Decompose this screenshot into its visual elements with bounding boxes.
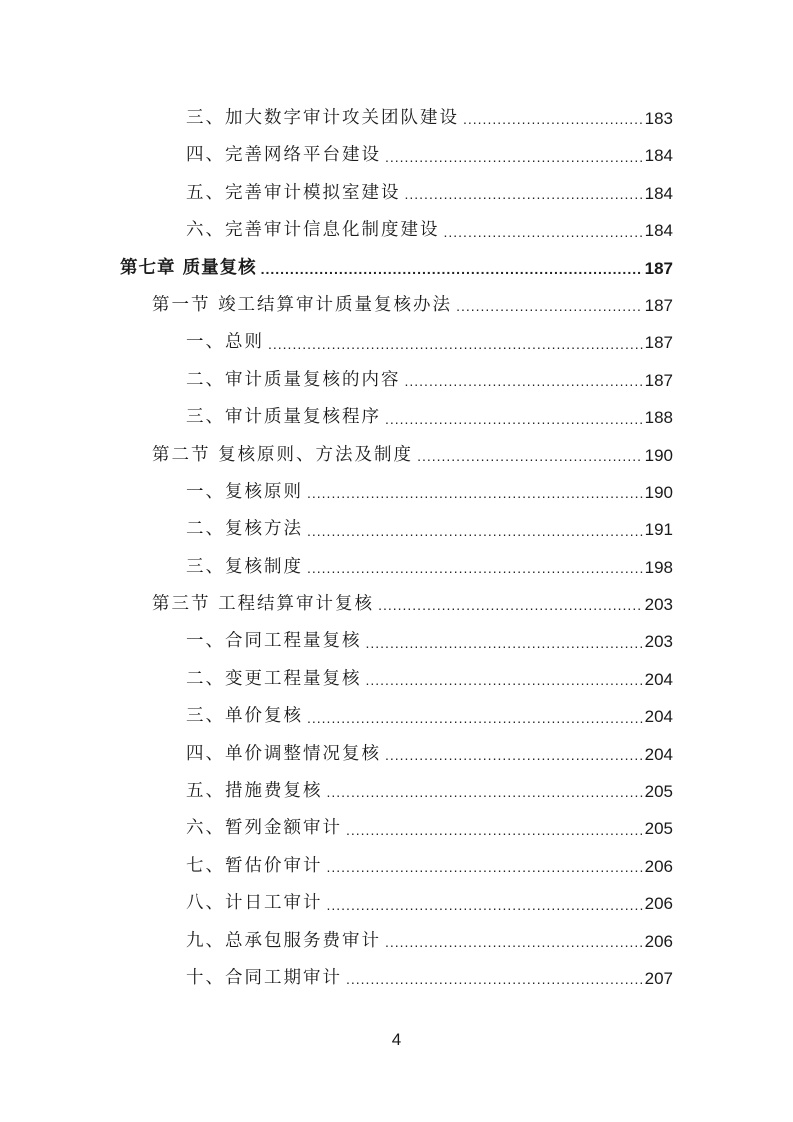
toc-entry-title: 九、总承包服务费审计 bbox=[186, 930, 381, 951]
toc-leader-dots bbox=[307, 516, 643, 546]
toc-entry-page: 187 bbox=[644, 333, 673, 353]
toc-entry[interactable] bbox=[0, 399, 793, 436]
toc-section-title: 第一节 竣工结算审计质量复核办法 bbox=[152, 294, 453, 315]
toc-leader-dots bbox=[366, 665, 643, 695]
toc-leader-dots bbox=[307, 478, 643, 508]
toc-entry-page: 206 bbox=[644, 856, 673, 876]
toc-entry-page: 184 bbox=[644, 183, 673, 203]
toc-entry-title: 一、复核原则 bbox=[186, 481, 303, 502]
toc-section-entry[interactable] bbox=[0, 437, 793, 474]
toc-section-entry[interactable] bbox=[0, 287, 793, 324]
toc-leader-dots bbox=[327, 890, 643, 920]
toc-entry[interactable] bbox=[0, 175, 793, 212]
toc-entry-title: 三、审计质量复核程序 bbox=[186, 407, 381, 428]
toc-entry[interactable] bbox=[0, 212, 793, 249]
toc-leader-dots bbox=[444, 217, 643, 247]
toc-entry[interactable] bbox=[0, 885, 793, 922]
toc-section-page: 190 bbox=[644, 445, 673, 465]
toc-entry-title: 三、加大数字审计攻关团队建设 bbox=[186, 107, 459, 128]
toc-entry-title: 五、完善审计模拟室建设 bbox=[186, 182, 401, 203]
toc-leader-dots bbox=[385, 927, 643, 957]
toc-leader-dots bbox=[307, 703, 643, 733]
toc-leader-dots bbox=[405, 179, 643, 209]
toc-leader-dots bbox=[417, 441, 643, 471]
toc-entry-page: 188 bbox=[644, 408, 673, 428]
toc-entry-title: 四、完善网络平台建设 bbox=[186, 145, 381, 166]
toc-entry-page: 204 bbox=[644, 707, 673, 727]
toc-entry-page: 183 bbox=[644, 108, 673, 128]
toc-entry-page: 205 bbox=[644, 819, 673, 839]
toc-entry-title: 八、计日工审计 bbox=[186, 893, 323, 914]
toc-entry-title: 四、单价调整情况复核 bbox=[186, 743, 381, 764]
toc-chapter-page: 187 bbox=[644, 258, 673, 278]
toc-leader-dots bbox=[346, 964, 643, 994]
toc-leader-dots bbox=[327, 852, 643, 882]
table-of-contents bbox=[0, 100, 793, 997]
toc-entry[interactable] bbox=[0, 100, 793, 137]
toc-entry-title: 二、审计质量复核的内容 bbox=[186, 369, 401, 390]
toc-entry[interactable] bbox=[0, 923, 793, 960]
toc-chapter-title: 第七章 质量复核 bbox=[120, 257, 257, 278]
toc-entry-page: 207 bbox=[644, 968, 673, 988]
toc-entry-page: 190 bbox=[644, 482, 673, 502]
toc-entry-title: 三、复核制度 bbox=[186, 556, 303, 577]
toc-entry-title: 一、合同工程量复核 bbox=[186, 631, 362, 652]
toc-entry[interactable] bbox=[0, 736, 793, 773]
toc-entry[interactable] bbox=[0, 661, 793, 698]
toc-leader-dots bbox=[366, 628, 643, 658]
toc-section-title: 第二节 复核原则、方法及制度 bbox=[152, 444, 414, 465]
toc-entry-page: 187 bbox=[644, 370, 673, 390]
toc-entry-title: 五、措施费复核 bbox=[186, 781, 323, 802]
toc-leader-dots bbox=[346, 815, 643, 845]
toc-section-page: 203 bbox=[644, 595, 673, 615]
toc-section-entry[interactable] bbox=[0, 586, 793, 623]
toc-entry[interactable] bbox=[0, 362, 793, 399]
toc-leader-dots bbox=[463, 104, 643, 134]
toc-leader-dots bbox=[456, 291, 643, 321]
toc-entry-page: 184 bbox=[644, 221, 673, 241]
toc-entry-page: 204 bbox=[644, 744, 673, 764]
toc-entry-page: 204 bbox=[644, 669, 673, 689]
toc-entry[interactable] bbox=[0, 137, 793, 174]
toc-leader-dots bbox=[378, 590, 643, 620]
toc-entry-page: 206 bbox=[644, 931, 673, 951]
toc-leader-dots bbox=[385, 142, 643, 172]
toc-entry[interactable] bbox=[0, 511, 793, 548]
toc-entry[interactable] bbox=[0, 848, 793, 885]
toc-entry[interactable] bbox=[0, 698, 793, 735]
toc-leader-dots bbox=[268, 329, 643, 359]
toc-entry-title: 六、完善审计信息化制度建设 bbox=[186, 220, 440, 241]
toc-entry[interactable] bbox=[0, 810, 793, 847]
toc-leader-dots bbox=[405, 366, 643, 396]
toc-leader-dots bbox=[307, 553, 643, 583]
toc-entry-page: 203 bbox=[644, 632, 673, 652]
toc-entry-page: 191 bbox=[644, 520, 673, 540]
toc-entry-title: 十、合同工期审计 bbox=[186, 967, 342, 988]
toc-entry[interactable] bbox=[0, 623, 793, 660]
toc-entry[interactable] bbox=[0, 960, 793, 997]
toc-entry-page: 205 bbox=[644, 782, 673, 802]
toc-section-page: 187 bbox=[644, 295, 673, 315]
toc-entry[interactable] bbox=[0, 474, 793, 511]
toc-entry-title: 七、暂估价审计 bbox=[186, 855, 323, 876]
toc-chapter-entry[interactable] bbox=[0, 250, 793, 287]
toc-entry-title: 六、暂列金额审计 bbox=[186, 818, 342, 839]
toc-leader-dots bbox=[385, 404, 643, 434]
toc-entry-title: 一、总则 bbox=[186, 332, 264, 353]
toc-entry-page: 206 bbox=[644, 894, 673, 914]
toc-entry-title: 二、复核方法 bbox=[186, 519, 303, 540]
toc-entry-page: 198 bbox=[644, 557, 673, 577]
page-number: 4 bbox=[391, 1030, 402, 1049]
toc-leader-dots bbox=[385, 740, 643, 770]
toc-leader-dots bbox=[327, 777, 643, 807]
toc-entry[interactable] bbox=[0, 549, 793, 586]
toc-entry[interactable] bbox=[0, 773, 793, 810]
toc-entry-title: 二、变更工程量复核 bbox=[186, 668, 362, 689]
toc-entry[interactable] bbox=[0, 324, 793, 361]
toc-section-title: 第三节 工程结算审计复核 bbox=[152, 594, 375, 615]
toc-entry-title: 三、单价复核 bbox=[186, 706, 303, 727]
toc-leader-dots bbox=[261, 254, 643, 284]
toc-entry-page: 184 bbox=[644, 146, 673, 166]
